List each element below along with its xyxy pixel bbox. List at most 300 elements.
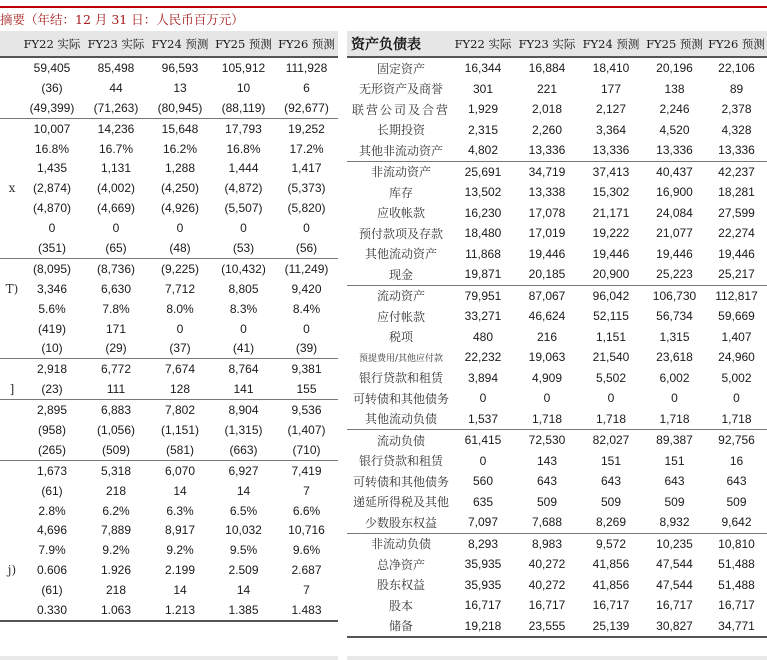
value-cell: 72,530: [515, 430, 579, 451]
value-cell: 19,252: [275, 118, 338, 138]
value-cell: 0: [176, 321, 184, 336]
value-cell: 19,871: [464, 267, 502, 282]
row-label: [0, 460, 20, 480]
value-cell: 635: [472, 494, 494, 509]
value-cell: 6.6%: [292, 503, 321, 518]
value-cell: 6,772: [84, 359, 148, 379]
value-cell: (4,002): [96, 181, 136, 196]
value-cell: 1,315: [659, 329, 690, 344]
value-cell: 89: [729, 81, 744, 96]
value-cell: 509: [536, 494, 558, 509]
value-cell: 22,232: [464, 350, 502, 365]
table-row: [0, 520, 338, 540]
value-cell: 46,624: [528, 309, 566, 324]
value-cell: (10): [41, 341, 63, 356]
table-row: [347, 595, 767, 616]
value-cell: 2,246: [659, 102, 690, 117]
row-label: 少数股东权益: [364, 515, 437, 530]
value-cell: 141: [233, 382, 254, 397]
table-row: [347, 533, 767, 554]
row-label: [0, 78, 20, 98]
income-summary-wrapper: [0, 31, 338, 622]
row-label: 股本: [388, 598, 413, 613]
value-cell: 33,271: [464, 309, 502, 324]
value-cell: 30,827: [643, 616, 706, 638]
value-cell: (80,945): [157, 100, 203, 115]
value-cell: (710): [292, 442, 321, 457]
table-row: [347, 79, 767, 100]
value-cell: (581): [165, 442, 194, 457]
header-fy22: FY22 实际: [20, 31, 84, 57]
row-label: [0, 57, 20, 78]
header-label-cell: [0, 31, 20, 57]
value-cell: 52,115: [593, 309, 629, 324]
table-row: [347, 616, 767, 638]
table-row: [347, 409, 767, 430]
table-row: [347, 368, 767, 389]
row-label: [0, 501, 20, 521]
value-cell: 138: [664, 81, 685, 96]
value-cell: (1,151): [160, 422, 200, 437]
table-row: [0, 420, 338, 440]
table-row: [0, 440, 338, 460]
value-cell: 1,435: [36, 161, 68, 176]
value-cell: 79,951: [451, 285, 515, 306]
value-cell: (8,095): [20, 258, 84, 278]
value-cell: 17,078: [528, 205, 566, 220]
value-cell: 9,420: [291, 281, 322, 296]
value-cell: 7.8%: [102, 301, 130, 316]
row-label: ]: [9, 382, 15, 397]
value-cell: 16,717: [718, 598, 755, 613]
value-cell: 171: [105, 321, 127, 336]
value-cell: (2,874): [32, 181, 72, 196]
value-cell: 6,883: [84, 400, 148, 420]
value-cell: (4,250): [160, 181, 200, 196]
value-cell: 19,446: [592, 246, 630, 261]
table-row: [0, 338, 338, 358]
value-cell: 3,364: [595, 122, 627, 137]
value-cell: 92,756: [706, 430, 767, 451]
value-cell: 0: [48, 221, 56, 236]
value-cell: 155: [296, 382, 317, 397]
table-row: [0, 540, 338, 560]
row-label: 银行贷款和租赁: [358, 371, 443, 386]
value-cell: 6: [303, 80, 310, 95]
row-label: 可转债和其他债务: [352, 474, 449, 489]
table-row: [347, 430, 767, 451]
value-cell: 41,856: [592, 577, 630, 592]
row-label: [0, 118, 20, 138]
value-cell: 106,730: [643, 285, 706, 306]
row-label: [0, 238, 20, 258]
value-cell: (71,263): [93, 100, 139, 115]
table-row: [347, 182, 767, 203]
value-cell: (4,926): [160, 201, 200, 216]
value-cell: 112,817: [706, 285, 767, 306]
value-cell: 25,139: [579, 616, 643, 638]
row-label: [0, 440, 20, 460]
value-cell: 2,315: [467, 122, 499, 137]
value-cell: 1.926: [100, 563, 132, 578]
value-cell: 1,718: [659, 411, 690, 426]
value-cell: 7,688: [531, 515, 563, 530]
table-row: [347, 554, 767, 575]
row-label: [0, 520, 20, 540]
value-cell: 44: [109, 80, 123, 95]
table-row: [347, 306, 767, 327]
value-cell: 13,336: [528, 143, 566, 158]
value-cell: 509: [726, 494, 747, 509]
value-cell: 16,344: [464, 61, 502, 76]
table-row: [347, 264, 767, 285]
footer-bar-right: [347, 656, 767, 660]
value-cell: (11,249): [275, 258, 338, 278]
value-cell: 1.385: [212, 600, 275, 621]
row-label: T): [5, 281, 19, 296]
value-cell: 0: [303, 221, 310, 236]
value-cell: 7,802: [148, 400, 212, 420]
value-cell: (56): [295, 240, 318, 255]
value-cell: 10,007: [20, 118, 84, 138]
row-label: 其他流动资产: [364, 247, 437, 262]
balance-sheet-table: [347, 31, 767, 638]
value-cell: 5,318: [84, 460, 148, 480]
table-row: [0, 299, 338, 319]
header-fy23: FY23 实际: [515, 31, 579, 57]
row-label: 非流动负债: [347, 533, 451, 554]
row-label: [0, 98, 20, 118]
value-cell: (1,407): [287, 422, 326, 437]
row-label: 固定资产: [376, 61, 425, 76]
table-row: [0, 158, 338, 178]
value-cell: 35,935: [464, 557, 502, 572]
value-cell: (61): [41, 483, 63, 498]
value-cell: 59,669: [718, 309, 755, 324]
value-cell: 51,488: [718, 557, 755, 572]
value-cell: 9,572: [579, 533, 643, 554]
value-cell: 5,002: [721, 370, 752, 385]
value-cell: 23,555: [515, 616, 579, 638]
row-label: j): [7, 563, 17, 578]
row-label: [0, 158, 20, 178]
value-cell: (4,870): [32, 201, 72, 216]
table-row: [347, 203, 767, 224]
value-cell: 16,717: [592, 598, 630, 613]
value-cell: 40,437: [643, 161, 706, 182]
table-row: [0, 501, 338, 521]
value-cell: 9,642: [721, 515, 752, 530]
value-cell: 0: [543, 391, 551, 406]
value-cell: 7,674: [148, 359, 212, 379]
value-cell: 509: [600, 494, 622, 509]
value-cell: 4,328: [721, 122, 752, 137]
table-row: [0, 238, 338, 258]
row-label: 可转债和其他债务: [352, 391, 449, 406]
value-cell: (4,669): [96, 201, 136, 216]
value-cell: 82,027: [579, 430, 643, 451]
value-cell: 14: [173, 583, 187, 598]
row-label: 流动负债: [347, 430, 451, 451]
table-row: [0, 57, 338, 78]
header-fy24: FY24 预测: [148, 31, 212, 57]
value-cell: 6.2%: [102, 503, 130, 518]
table-row: [0, 258, 338, 278]
value-cell: 19,446: [528, 246, 566, 261]
table-row: [0, 460, 338, 480]
table-row: [0, 198, 338, 218]
value-cell: 6,002: [659, 370, 690, 385]
value-cell: 0: [479, 453, 487, 468]
value-cell: 5,502: [595, 370, 627, 385]
value-cell: 9.2%: [102, 543, 130, 558]
row-label: 非流动资产: [347, 161, 451, 182]
value-cell: 16.8%: [34, 141, 70, 156]
row-label: 预付款项及存款: [358, 226, 443, 241]
value-cell: 8,764: [212, 359, 275, 379]
value-cell: 15,648: [148, 118, 212, 138]
value-cell: 17,793: [212, 118, 275, 138]
value-cell: 0: [112, 221, 120, 236]
table-row: [347, 244, 767, 265]
value-cell: 0: [176, 221, 184, 236]
table-row: [0, 359, 338, 379]
value-cell: 7,889: [100, 523, 132, 538]
value-cell: 13: [173, 80, 187, 95]
row-label: 其他非流动资产: [358, 143, 443, 158]
value-cell: 7,419: [275, 460, 338, 480]
value-cell: (65): [105, 240, 127, 255]
value-cell: 1.483: [275, 600, 338, 621]
header-fy22: FY22 实际: [451, 31, 515, 57]
value-cell: (49,399): [29, 100, 75, 115]
value-cell: 7,712: [164, 281, 196, 296]
value-cell: 20,196: [656, 61, 693, 76]
table-row: [347, 492, 767, 513]
value-cell: 151: [600, 453, 622, 468]
value-cell: 89,387: [643, 430, 706, 451]
value-cell: 18,410: [592, 61, 630, 76]
value-cell: 111: [106, 382, 126, 397]
value-cell: 2,260: [531, 122, 563, 137]
table-row: [347, 140, 767, 161]
value-cell: 2,018: [531, 102, 563, 117]
value-cell: (41): [232, 341, 255, 356]
value-cell: 14,236: [84, 118, 148, 138]
value-cell: 20,900: [592, 267, 630, 282]
value-cell: 143: [536, 453, 558, 468]
table-row: [347, 471, 767, 492]
value-cell: 6.5%: [229, 503, 258, 518]
balance-sheet-title: 资产负债表: [347, 31, 451, 57]
row-label: 无形资产及商誉: [358, 82, 443, 97]
value-cell: (37): [169, 341, 191, 356]
value-cell: (958): [37, 422, 66, 437]
value-cell: 8,983: [515, 533, 579, 554]
table-row: [347, 99, 767, 120]
value-cell: 7: [303, 583, 310, 598]
value-cell: 480: [472, 329, 494, 344]
table-row: [0, 279, 338, 299]
value-cell: 0.330: [20, 600, 84, 621]
table-row: [347, 347, 767, 368]
row-label: 银行贷款和租赁: [358, 454, 443, 469]
value-cell: (8,736): [84, 258, 148, 278]
value-cell: 7: [303, 483, 310, 498]
value-cell: (1,315): [224, 422, 263, 437]
value-cell: 8,269: [595, 515, 627, 530]
footer-bar-left: [0, 656, 338, 660]
table-row: [0, 400, 338, 420]
row-label: 预提费用/其他应付款: [358, 353, 444, 364]
value-cell: 19,063: [528, 350, 566, 365]
row-label: [0, 540, 20, 560]
value-cell: (419): [37, 321, 66, 336]
value-cell: 51,488: [718, 577, 755, 592]
value-cell: 41,856: [592, 557, 630, 572]
value-cell: 20,185: [528, 267, 566, 282]
value-cell: 218: [105, 483, 127, 498]
value-cell: 13,336: [718, 143, 755, 158]
value-cell: 216: [536, 329, 558, 344]
value-cell: 221: [536, 81, 558, 96]
value-cell: 10,716: [288, 523, 325, 538]
value-cell: 16,884: [528, 61, 566, 76]
table-row: [0, 218, 338, 238]
value-cell: 40,272: [528, 557, 566, 572]
value-cell: 301: [472, 81, 494, 96]
value-cell: 9.5%: [229, 543, 258, 558]
row-label: [0, 299, 20, 319]
value-cell: 1,718: [721, 411, 752, 426]
value-cell: 21,171: [592, 205, 630, 220]
value-cell: 87,067: [515, 285, 579, 306]
table-row: [0, 580, 338, 600]
header-fy24: FY24 预测: [579, 31, 643, 57]
value-cell: 59,405: [33, 60, 71, 75]
table-row: [347, 223, 767, 244]
value-cell: 7.9%: [38, 543, 66, 558]
value-cell: 61,415: [451, 430, 515, 451]
value-cell: 9.6%: [292, 543, 321, 558]
value-cell: 8.4%: [292, 301, 321, 316]
value-cell: 218: [105, 583, 127, 598]
header-fy26: FY26 预测: [275, 31, 338, 57]
value-cell: 111,928: [285, 60, 328, 75]
value-cell: (351): [37, 240, 66, 255]
row-label: [0, 258, 20, 278]
value-cell: 14: [236, 483, 251, 498]
value-cell: 643: [536, 474, 558, 489]
value-cell: 19,446: [718, 246, 755, 261]
row-label: [0, 400, 20, 420]
value-cell: (61): [41, 583, 63, 598]
value-cell: 7,097: [467, 515, 499, 530]
value-cell: 3,894: [467, 370, 499, 385]
value-cell: 1,417: [291, 161, 322, 176]
value-cell: 16: [729, 453, 744, 468]
value-cell: 128: [169, 382, 191, 397]
row-label: [0, 198, 20, 218]
row-label: 库存: [388, 185, 413, 200]
value-cell: 8.0%: [166, 301, 194, 316]
value-cell: 25,223: [656, 267, 693, 282]
value-cell: 6.3%: [166, 503, 194, 518]
value-cell: 4,696: [36, 523, 68, 538]
value-cell: 0: [240, 221, 247, 236]
value-cell: 16,717: [656, 598, 693, 613]
value-cell: 10,810: [706, 533, 767, 554]
header-fy25: FY25 预测: [212, 31, 275, 57]
table-row: [0, 139, 338, 159]
value-cell: 1,718: [531, 411, 563, 426]
value-cell: 85,498: [97, 60, 135, 75]
value-cell: (1,056): [96, 422, 136, 437]
value-cell: 8,805: [228, 281, 259, 296]
value-cell: (23): [41, 382, 63, 397]
value-cell: 17,019: [528, 226, 566, 241]
value-cell: 42,237: [706, 161, 767, 182]
row-label: [0, 600, 20, 621]
row-label: 储备: [347, 616, 451, 638]
value-cell: 25,217: [718, 267, 755, 282]
value-cell: 0: [607, 391, 615, 406]
value-cell: 0: [671, 391, 678, 406]
value-cell: 2,127: [595, 102, 627, 117]
value-cell: 19,222: [592, 226, 630, 241]
row-label: [0, 481, 20, 501]
value-cell: 1,929: [467, 102, 499, 117]
row-label: [0, 218, 20, 238]
value-cell: 25,691: [451, 161, 515, 182]
value-cell: 4,520: [659, 122, 690, 137]
value-cell: 16,717: [528, 598, 566, 613]
value-cell: 14: [173, 483, 187, 498]
value-cell: 16.2%: [162, 141, 198, 156]
value-cell: 16,900: [656, 185, 693, 200]
table-row: [0, 560, 338, 580]
row-label: 联营公司及合营: [351, 102, 450, 117]
value-cell: 34,771: [706, 616, 767, 638]
value-cell: 24,084: [656, 205, 693, 220]
value-cell: (5,507): [224, 201, 263, 216]
value-cell: 177: [600, 81, 622, 96]
table-row: [347, 161, 767, 182]
table-row: [347, 120, 767, 141]
value-cell: 19,218: [451, 616, 515, 638]
table-header-row: [0, 31, 338, 57]
table-row: [347, 575, 767, 596]
value-cell: 18,281: [718, 185, 755, 200]
value-cell: (36): [41, 80, 63, 95]
value-cell: 6,927: [212, 460, 275, 480]
value-cell: 2.8%: [38, 503, 66, 518]
value-cell: 0: [240, 321, 247, 336]
value-cell: 34,719: [515, 161, 579, 182]
table-row: [0, 78, 338, 98]
value-cell: 17.2%: [289, 141, 324, 156]
value-cell: 643: [726, 474, 747, 489]
value-cell: 37,413: [579, 161, 643, 182]
value-cell: 96,042: [579, 285, 643, 306]
value-cell: 8,932: [659, 515, 690, 530]
value-cell: 8.3%: [229, 301, 258, 316]
value-cell: 10,032: [225, 523, 262, 538]
value-cell: 2.687: [291, 563, 322, 578]
value-cell: 19,446: [656, 246, 693, 261]
value-cell: 2,378: [721, 102, 752, 117]
value-cell: 0.606: [36, 563, 68, 578]
